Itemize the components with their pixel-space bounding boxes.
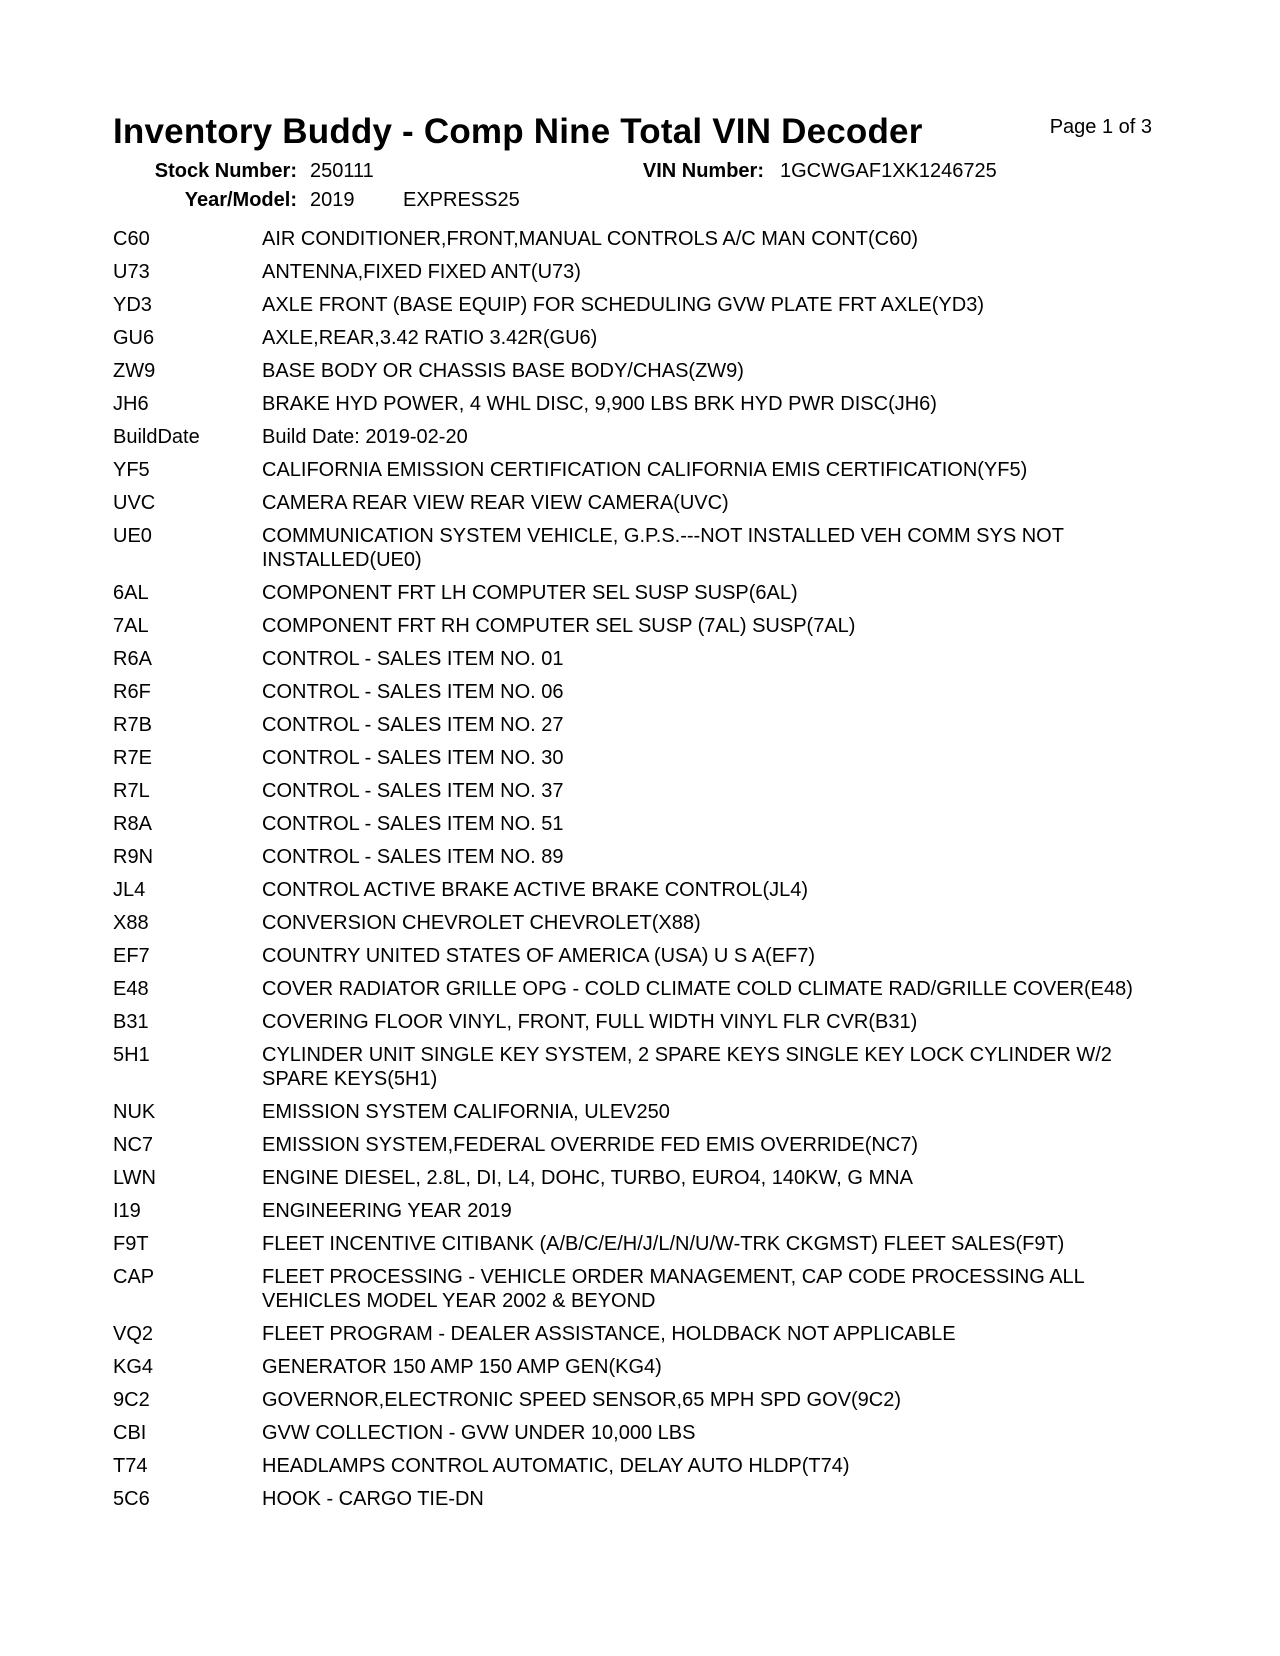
option-description: CONTROL - SALES ITEM NO. 30 xyxy=(262,747,564,769)
option-code: U73 xyxy=(113,261,150,283)
option-code: ZW9 xyxy=(113,360,156,382)
option-row xyxy=(113,1487,1163,1511)
option-code: KG4 xyxy=(113,1356,154,1378)
option-row xyxy=(113,524,1163,572)
vin-number-label: VIN Number: xyxy=(642,160,764,182)
option-row xyxy=(113,458,1163,482)
option-code: R7E xyxy=(113,747,152,769)
option-description: COUNTRY UNITED STATES OF AMERICA (USA) U S A(EF7) xyxy=(262,945,816,967)
option-code: JL4 xyxy=(113,879,146,901)
option-code: 7AL xyxy=(113,615,149,637)
option-code: LWN xyxy=(113,1167,156,1189)
option-row xyxy=(113,779,1163,803)
option-code: NUK xyxy=(113,1101,156,1123)
option-description: COMMUNICATION SYSTEM VEHICLE, G.P.S.---NOT INSTALLED VEH COMM SYS NOT INSTALLED(UE0) xyxy=(262,525,1064,571)
stock-number-label: Stock Number: xyxy=(154,160,297,182)
option-row xyxy=(113,227,1163,251)
option-row xyxy=(113,293,1163,317)
option-row xyxy=(113,1166,1163,1190)
option-code: YF5 xyxy=(113,459,150,481)
option-description: Build Date: 2019-02-20 xyxy=(262,426,468,448)
option-row xyxy=(113,260,1163,284)
option-description: BRAKE HYD POWER, 4 WHL DISC, 9,900 LBS BRK HYD PWR DISC(JH6) xyxy=(262,393,937,415)
option-row xyxy=(113,359,1163,383)
option-code: CAP xyxy=(113,1266,155,1288)
option-code: CBI xyxy=(113,1422,147,1444)
option-code: GU6 xyxy=(113,327,155,349)
option-code: 5H1 xyxy=(113,1044,150,1066)
option-code: NC7 xyxy=(113,1134,154,1156)
option-description: CALIFORNIA EMISSION CERTIFICATION CALIFORNIA EMIS CERTIFICATION(YF5) xyxy=(262,459,1028,481)
option-description: COVER RADIATOR GRILLE OPG - COLD CLIMATE COLD CLIMATE RAD/GRILLE COVER(E48) xyxy=(262,978,1133,1000)
option-description: AXLE FRONT (BASE EQUIP) FOR SCHEDULING GVW PLATE FRT AXLE(YD3) xyxy=(262,294,985,316)
option-description: HOOK - CARGO TIE-DN xyxy=(262,1488,484,1510)
option-row xyxy=(113,911,1163,935)
option-description: COMPONENT FRT LH COMPUTER SEL SUSP SUSP(6AL) xyxy=(262,582,798,604)
stock-number-value: 250111 xyxy=(310,160,374,182)
option-description: EMISSION SYSTEM,FEDERAL OVERRIDE FED EMIS OVERRIDE(NC7) xyxy=(262,1134,919,1156)
option-row xyxy=(113,581,1163,605)
option-code: BuildDate xyxy=(113,426,200,448)
option-description: FLEET INCENTIVE CITIBANK (A/B/C/E/H/J/L/N/U/W-TRK CKGMST) FLEET SALES(F9T) xyxy=(262,1233,1065,1255)
option-row xyxy=(113,713,1163,737)
vin-number-value: 1GCWGAF1XK1246725 xyxy=(780,160,997,182)
document-title: Inventory Buddy - Comp Nine Total VIN Decoder xyxy=(113,112,923,151)
option-row xyxy=(113,944,1163,968)
option-description: CONTROL - SALES ITEM NO. 89 xyxy=(262,846,564,868)
option-row xyxy=(113,1199,1163,1223)
option-row xyxy=(113,1355,1163,1379)
option-code: UE0 xyxy=(113,525,152,547)
option-code: R6A xyxy=(113,648,152,670)
option-code: 9C2 xyxy=(113,1389,150,1411)
model-value: EXPRESS25 xyxy=(403,189,520,211)
option-row xyxy=(113,878,1163,902)
option-row xyxy=(113,746,1163,770)
option-code: R7B xyxy=(113,714,152,736)
option-description: CAMERA REAR VIEW REAR VIEW CAMERA(UVC) xyxy=(262,492,729,514)
option-description: ENGINEERING YEAR 2019 xyxy=(262,1200,512,1222)
option-code: C60 xyxy=(113,228,150,250)
option-row xyxy=(113,1265,1163,1313)
option-row xyxy=(113,812,1163,836)
option-description: HEADLAMPS CONTROL AUTOMATIC, DELAY AUTO HLDP(T74) xyxy=(262,1455,850,1477)
option-code: R7L xyxy=(113,780,150,802)
option-row xyxy=(113,1232,1163,1256)
option-row xyxy=(113,845,1163,869)
option-description: AXLE,REAR,3.42 RATIO 3.42R(GU6) xyxy=(262,327,598,349)
option-description: COVERING FLOOR VINYL, FRONT, FULL WIDTH VINYL FLR CVR(B31) xyxy=(262,1011,918,1033)
page-number: Page 1 of 3 xyxy=(1049,116,1152,138)
option-code: R6F xyxy=(113,681,151,703)
option-description: FLEET PROGRAM - DEALER ASSISTANCE, HOLDBACK NOT APPLICABLE xyxy=(262,1323,956,1345)
option-row xyxy=(113,1133,1163,1157)
year-model-label: Year/Model: xyxy=(184,189,297,211)
option-code: R9N xyxy=(113,846,154,868)
option-description: CONTROL ACTIVE BRAKE ACTIVE BRAKE CONTROL(JL4) xyxy=(262,879,809,901)
option-row xyxy=(113,1388,1163,1412)
option-row xyxy=(113,647,1163,671)
option-code: 5C6 xyxy=(113,1488,150,1510)
option-row xyxy=(113,1454,1163,1478)
option-row xyxy=(113,491,1163,515)
option-row xyxy=(113,1322,1163,1346)
option-row xyxy=(113,977,1163,1001)
option-description: CONTROL - SALES ITEM NO. 51 xyxy=(262,813,564,835)
option-code: JH6 xyxy=(113,393,149,415)
option-description: GENERATOR 150 AMP 150 AMP GEN(KG4) xyxy=(262,1356,662,1378)
option-description: CONTROL - SALES ITEM NO. 01 xyxy=(262,648,564,670)
option-code: EF7 xyxy=(113,945,150,967)
option-row xyxy=(113,425,1163,449)
option-row xyxy=(113,680,1163,704)
option-row xyxy=(113,614,1163,638)
option-row xyxy=(113,1043,1163,1091)
option-row xyxy=(113,1100,1163,1124)
option-code: F9T xyxy=(113,1233,149,1255)
option-code: E48 xyxy=(113,978,149,1000)
option-description: GVW COLLECTION - GVW UNDER 10,000 LBS xyxy=(262,1422,696,1444)
option-description: ANTENNA,FIXED FIXED ANT(U73) xyxy=(262,261,581,283)
option-description: CONTROL - SALES ITEM NO. 06 xyxy=(262,681,564,703)
option-code: UVC xyxy=(113,492,156,514)
option-code: T74 xyxy=(113,1455,148,1477)
option-description: CYLINDER UNIT SINGLE KEY SYSTEM, 2 SPARE KEYS SINGLE KEY LOCK CYLINDER W/2 SPARE KEYS(5H1) xyxy=(262,1044,1112,1090)
option-row xyxy=(113,1010,1163,1034)
option-row xyxy=(113,392,1163,416)
option-description: AIR CONDITIONER,FRONT,MANUAL CONTROLS A/C MAN CONT(C60) xyxy=(262,228,918,250)
option-description: GOVERNOR,ELECTRONIC SPEED SENSOR,65 MPH SPD GOV(9C2) xyxy=(262,1389,902,1411)
option-code: YD3 xyxy=(113,294,152,316)
option-description: BASE BODY OR CHASSIS BASE BODY/CHAS(ZW9) xyxy=(262,360,744,382)
option-code: X88 xyxy=(113,912,149,934)
option-code: VQ2 xyxy=(113,1323,154,1345)
option-description: EMISSION SYSTEM CALIFORNIA, ULEV250 xyxy=(262,1101,670,1123)
option-code: R8A xyxy=(113,813,152,835)
option-code-list xyxy=(113,227,1163,1520)
option-code: 6AL xyxy=(113,582,149,604)
option-code: I19 xyxy=(113,1200,141,1222)
option-row xyxy=(113,326,1163,350)
option-description: CONVERSION CHEVROLET CHEVROLET(X88) xyxy=(262,912,701,934)
year-value: 2019 xyxy=(310,189,355,211)
option-description: CONTROL - SALES ITEM NO. 27 xyxy=(262,714,564,736)
option-row xyxy=(113,1421,1163,1445)
option-description: ENGINE DIESEL, 2.8L, DI, L4, DOHC, TURBO, EURO4, 140KW, G MNA xyxy=(262,1167,913,1189)
option-code: B31 xyxy=(113,1011,149,1033)
option-description: CONTROL - SALES ITEM NO. 37 xyxy=(262,780,564,802)
option-description: FLEET PROCESSING - VEHICLE ORDER MANAGEMENT, CAP CODE PROCESSING ALL VEHICLES MODEL YEAR 2002 & BEYOND xyxy=(262,1266,1085,1312)
option-description: COMPONENT FRT RH COMPUTER SEL SUSP (7AL) SUSP(7AL) xyxy=(262,615,856,637)
